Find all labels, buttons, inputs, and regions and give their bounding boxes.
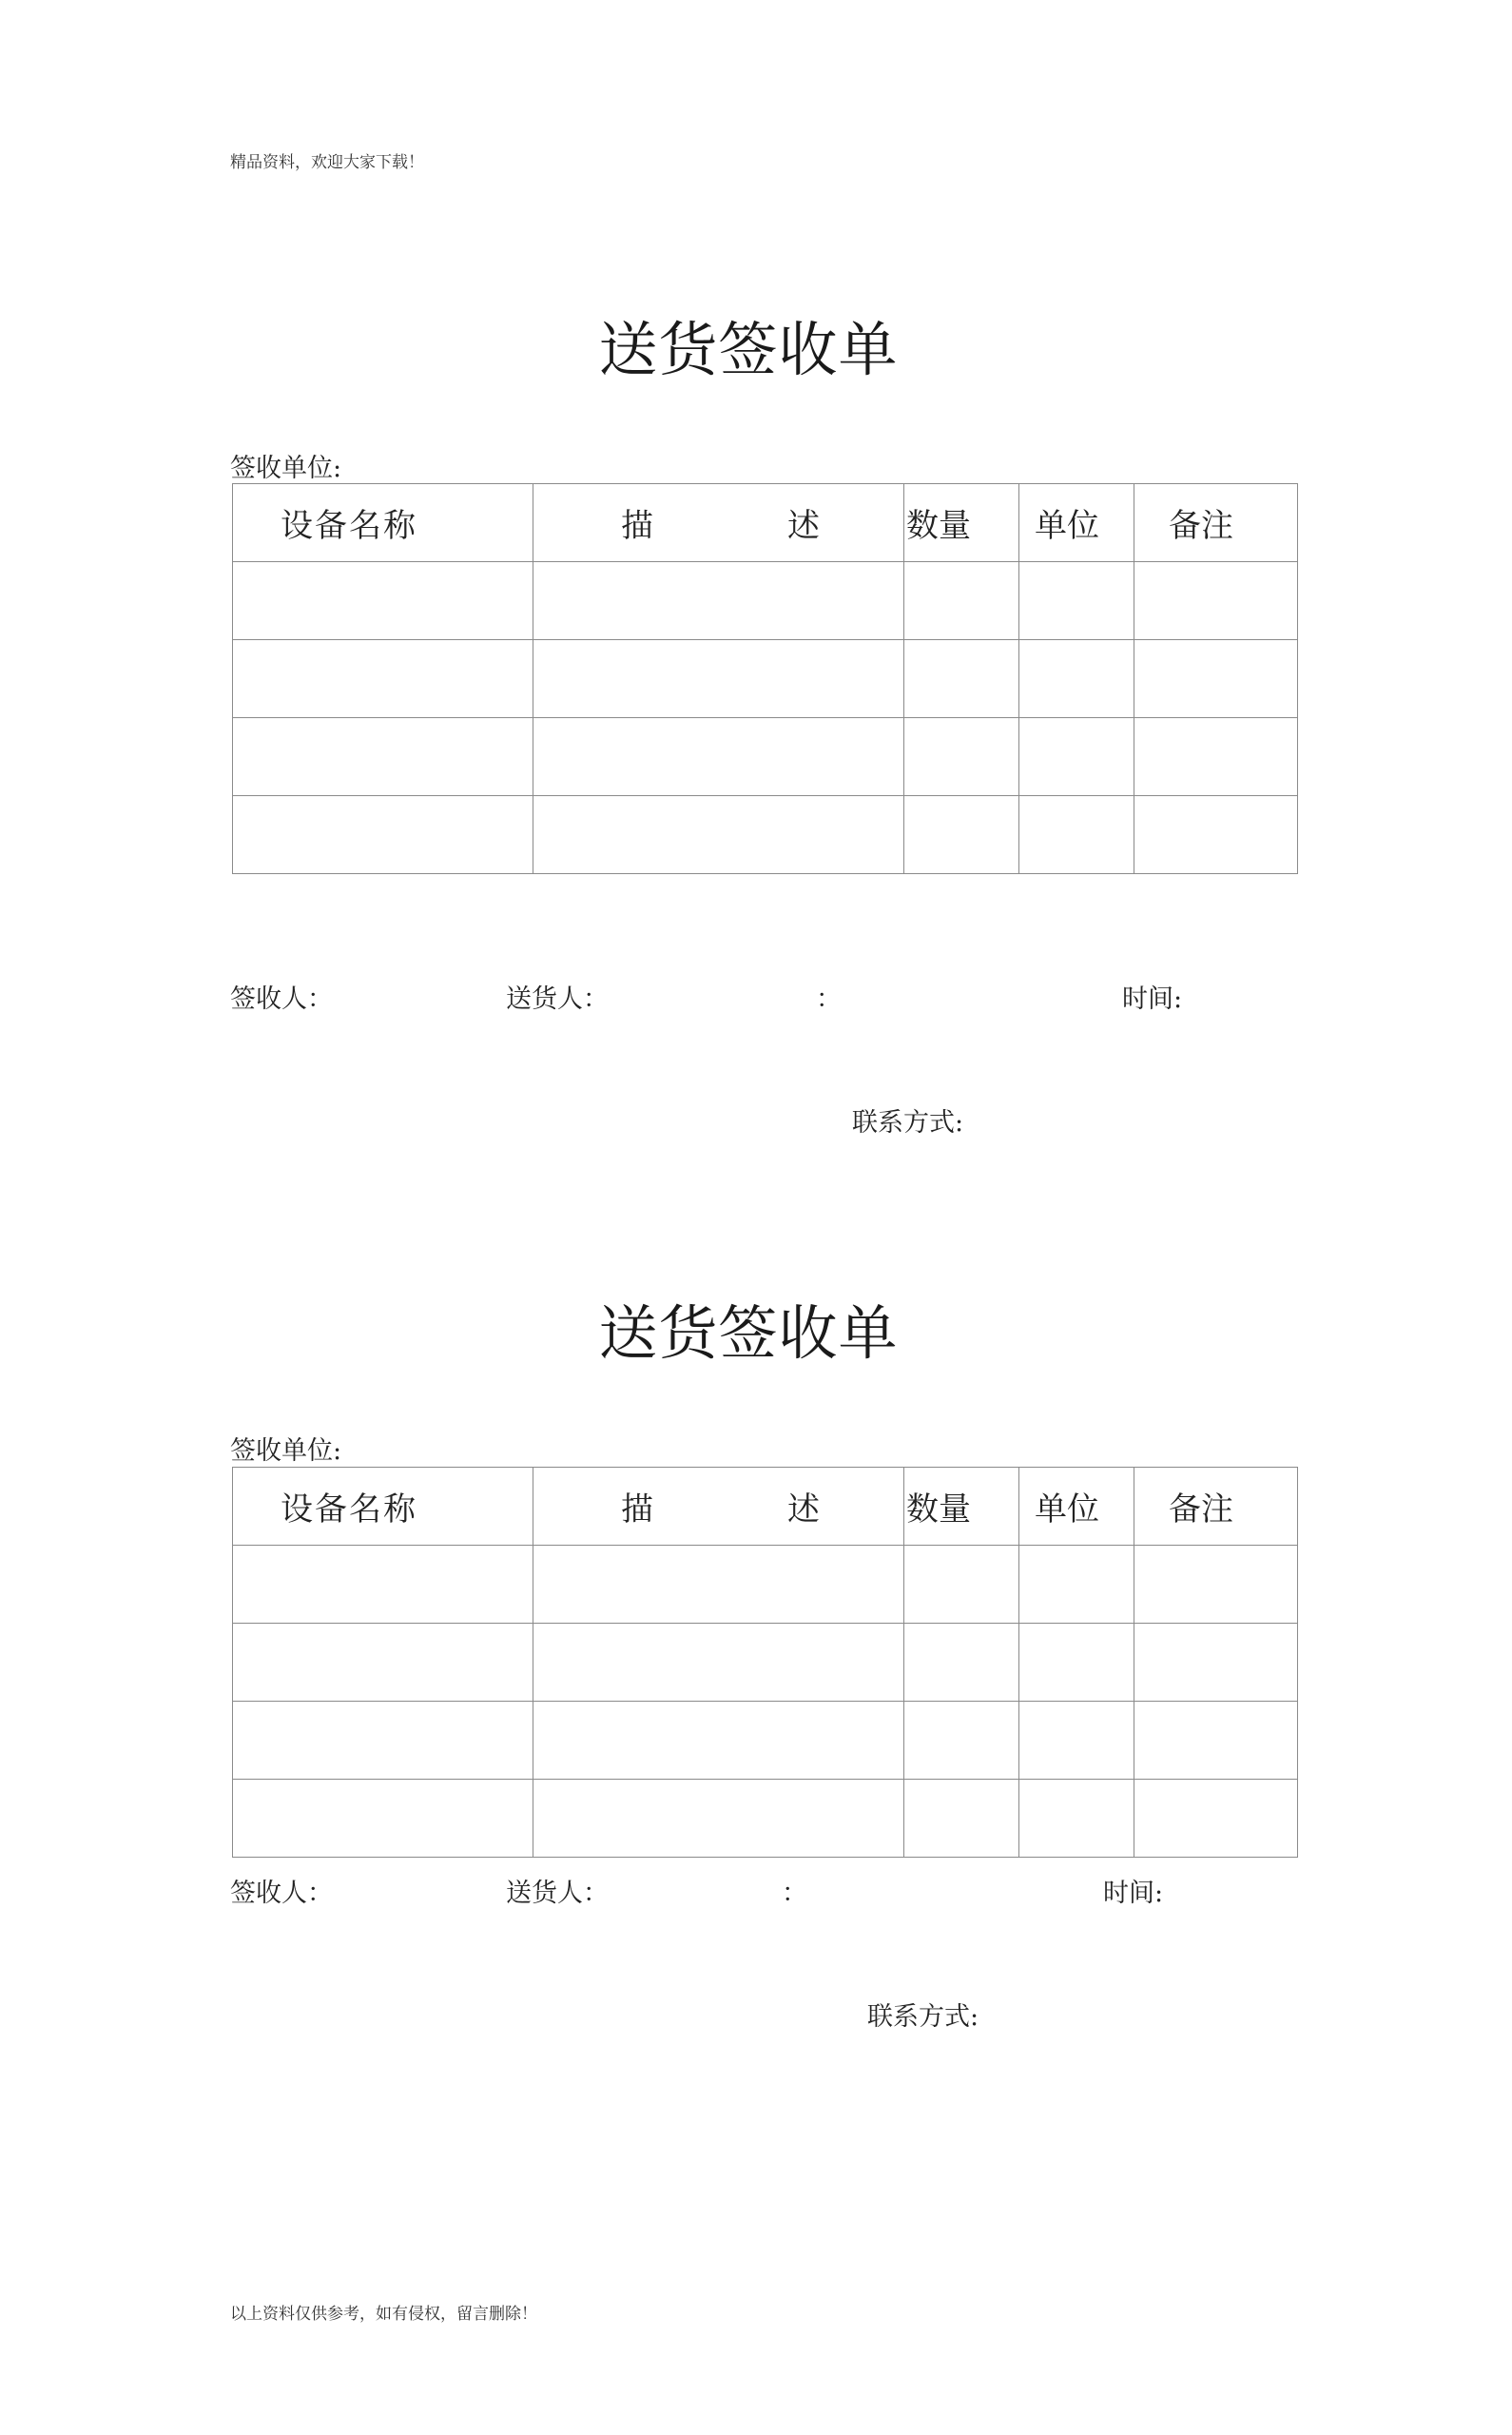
column-header-quantity <box>904 1468 1019 1546</box>
contact-label: 联系方式: <box>867 2002 979 2032</box>
table-cell[interactable] <box>904 1780 1019 1858</box>
time-label: 时间: <box>1122 984 1183 1014</box>
sender-label: 送货人： <box>506 1879 609 1908</box>
table-header-row <box>233 484 1298 562</box>
column-header-label: 描 <box>621 507 653 545</box>
table-cell[interactable] <box>233 640 533 718</box>
table-cell[interactable] <box>533 1702 904 1780</box>
column-header-description <box>533 1468 904 1546</box>
table-cell[interactable] <box>1019 796 1134 874</box>
column-header-description <box>533 484 904 562</box>
table-cell[interactable] <box>1019 562 1134 640</box>
table-cell[interactable] <box>233 1702 533 1780</box>
table-cell[interactable] <box>533 1546 904 1624</box>
column-header-label: 数量 <box>906 507 971 545</box>
sender-label: 送货人： <box>506 984 609 1014</box>
contact-label: 联系方式: <box>852 1108 964 1138</box>
table-cell[interactable] <box>904 1624 1019 1702</box>
table-cell[interactable] <box>1019 640 1134 718</box>
column-header-unit <box>1019 484 1134 562</box>
delivery-items-table <box>232 483 1298 874</box>
column-header-label: 单位 <box>1035 1490 1099 1529</box>
column-header-label: 述 <box>787 1490 820 1529</box>
table-cell[interactable] <box>1134 1702 1298 1780</box>
table-row <box>233 718 1298 796</box>
table-cell[interactable] <box>904 562 1019 640</box>
table-cell[interactable] <box>1019 1546 1134 1624</box>
table-row <box>233 1780 1298 1858</box>
table-cell[interactable] <box>533 718 904 796</box>
table-row <box>233 562 1298 640</box>
table-cell[interactable] <box>904 796 1019 874</box>
receiver-label: 签收人： <box>230 1879 333 1908</box>
column-header-label: 备注 <box>1169 1490 1233 1529</box>
table-cell[interactable] <box>1134 562 1298 640</box>
column-header-remarks <box>1134 484 1298 562</box>
table-cell[interactable] <box>1134 1780 1298 1858</box>
table-cell[interactable] <box>233 1624 533 1702</box>
table-cell[interactable] <box>233 796 533 874</box>
time-label: 时间: <box>1103 1879 1164 1908</box>
separator-colon: ： <box>782 1879 807 1908</box>
footer-note: 以上资料仅供参考，如有侵权，留言删除！ <box>230 2305 537 2324</box>
column-header-label: 述 <box>787 507 820 545</box>
column-header-label: 设备名称 <box>281 1490 417 1529</box>
delivery-items-table <box>232 1467 1298 1858</box>
column-header-unit <box>1019 1468 1134 1546</box>
form-title: 送货签收单 <box>598 1298 899 1368</box>
table-cell[interactable] <box>233 1780 533 1858</box>
table-row <box>233 796 1298 874</box>
table-cell[interactable] <box>533 796 904 874</box>
table-cell[interactable] <box>233 1546 533 1624</box>
table-cell[interactable] <box>533 640 904 718</box>
table-cell[interactable] <box>1134 1546 1298 1624</box>
receiver-label: 签收人： <box>230 984 333 1014</box>
table-cell[interactable] <box>533 1780 904 1858</box>
table-cell[interactable] <box>1134 640 1298 718</box>
header-note: 精品资料，欢迎大家下载！ <box>230 153 424 172</box>
table-cell[interactable] <box>904 1702 1019 1780</box>
table-cell[interactable] <box>233 562 533 640</box>
table-cell[interactable] <box>904 718 1019 796</box>
table-row <box>233 1624 1298 1702</box>
table-cell[interactable] <box>1134 718 1298 796</box>
table-cell[interactable] <box>1019 1702 1134 1780</box>
column-header-equipment-name <box>233 484 533 562</box>
table-cell[interactable] <box>1019 1780 1134 1858</box>
table-cell[interactable] <box>904 1546 1019 1624</box>
column-header-label: 数量 <box>906 1490 971 1529</box>
table-row <box>233 640 1298 718</box>
column-header-label: 单位 <box>1035 507 1099 545</box>
column-header-equipment-name <box>233 1468 533 1546</box>
column-header-quantity <box>904 484 1019 562</box>
table-cell[interactable] <box>233 718 533 796</box>
table-header-row <box>233 1468 1298 1546</box>
column-header-remarks <box>1134 1468 1298 1546</box>
column-header-label: 设备名称 <box>281 507 417 545</box>
form-title: 送货签收单 <box>598 315 899 384</box>
receiving-unit-label: 签收单位: <box>230 1436 342 1466</box>
table-cell[interactable] <box>1019 1624 1134 1702</box>
table-cell[interactable] <box>1134 1624 1298 1702</box>
column-header-label: 描 <box>621 1490 653 1529</box>
table-cell[interactable] <box>533 562 904 640</box>
receiving-unit-label: 签收单位: <box>230 454 342 483</box>
table-cell[interactable] <box>533 1624 904 1702</box>
table-row <box>233 1702 1298 1780</box>
table-cell[interactable] <box>1134 796 1298 874</box>
table-cell[interactable] <box>904 640 1019 718</box>
table-row <box>233 1546 1298 1624</box>
column-header-label: 备注 <box>1169 507 1233 545</box>
separator-colon: ： <box>816 984 842 1014</box>
table-cell[interactable] <box>1019 718 1134 796</box>
